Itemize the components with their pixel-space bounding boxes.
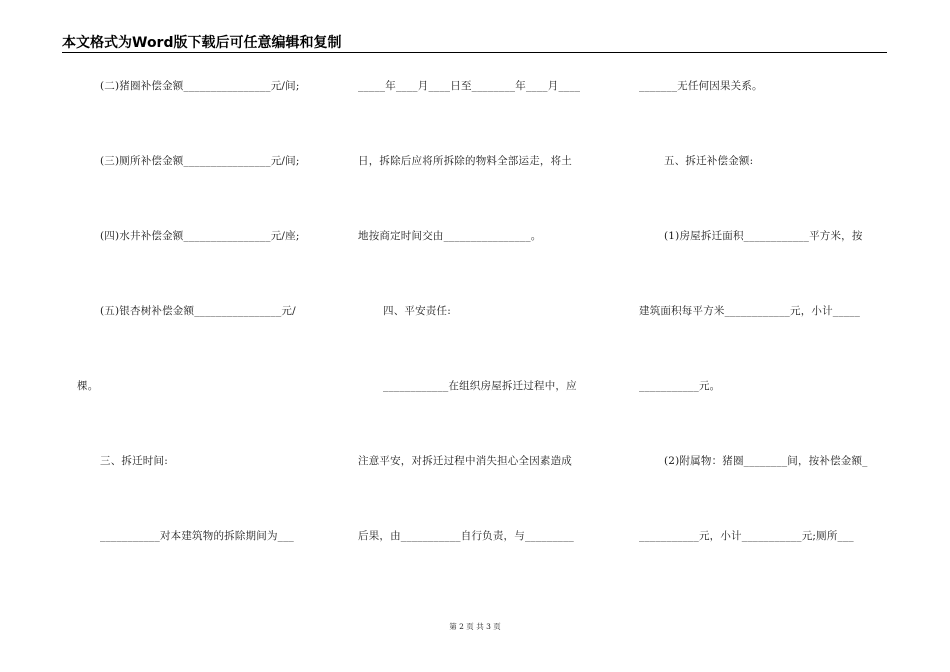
left-line-6: 三、拆迁时间: — [100, 455, 168, 467]
middle-line-6: 注意平安，对拆迁过程中消失担心全因素造成 — [358, 455, 572, 467]
right-line-7: ___________元，小计___________元;厕所___ — [639, 530, 854, 542]
page-header — [62, 34, 887, 53]
middle-line-5: ____________在组织房屋拆迁过程中，应 — [383, 380, 577, 392]
middle-line-1: _____年____月____日至________年____月____ — [358, 80, 581, 92]
middle-line-2: 日，拆除后应将所拆除的物料全部运走，将土 — [358, 155, 572, 167]
right-line-2: 五、拆迁补偿金额: — [664, 155, 754, 167]
middle-line-7: 后果，由___________自行负责，与_________ — [358, 530, 574, 542]
left-line-3: (四)水井补偿金额________________元/座; — [100, 230, 300, 242]
left-line-5: 棵。 — [77, 380, 99, 392]
header-title: 本文格式为Word版下载后可任意编辑和复制 — [62, 35, 342, 51]
right-line-4: 建筑面积每平方米____________元，小计_____ — [639, 305, 861, 317]
right-line-5: ___________元。 — [639, 380, 721, 392]
right-line-3: (1)房屋拆迁面积____________平方米，按 — [664, 230, 863, 242]
right-line-6: (2)附属物：猪圈________间，按补偿金额_ — [664, 455, 868, 467]
left-line-1: (二)猪圈补偿金额________________元/间; — [100, 80, 300, 92]
left-line-2: (三)厕所补偿金额________________元/间; — [100, 155, 300, 167]
left-line-7: ___________对本建筑物的拆除期间为___ — [100, 530, 294, 542]
page-footer: 第 2 页 共 3 页 — [449, 622, 501, 631]
middle-line-4: 四、平安责任: — [383, 305, 451, 317]
right-line-1: _______无任何因果关系。 — [639, 80, 763, 92]
middle-line-3: 地按商定时间交由________________。 — [358, 230, 542, 242]
left-line-4: (五)银杏树补偿金额________________元/ — [100, 305, 296, 317]
